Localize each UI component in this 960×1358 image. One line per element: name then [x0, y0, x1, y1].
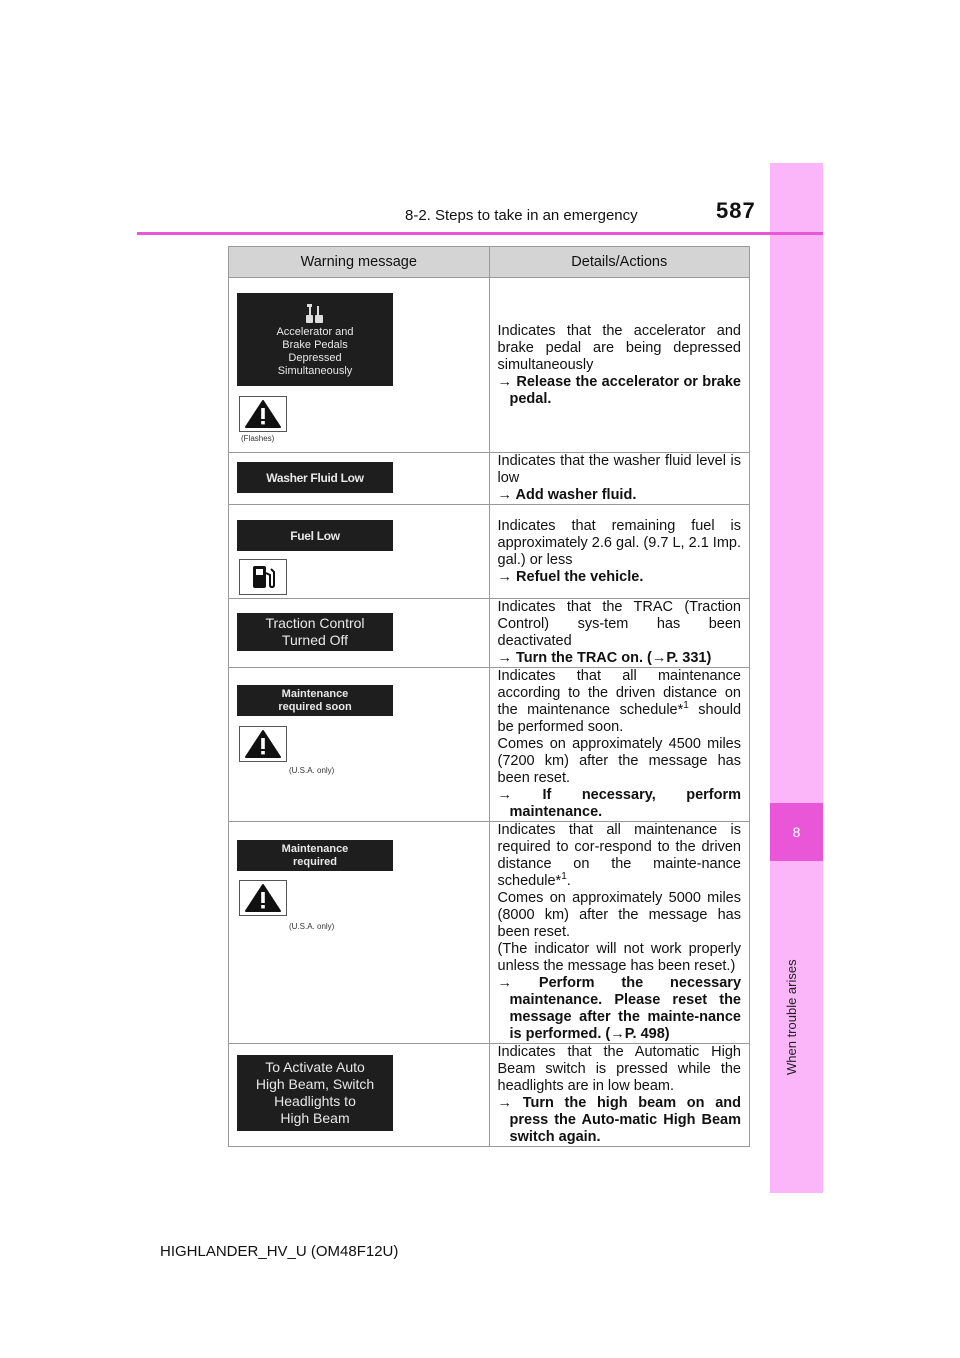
section-title: 8-2. Steps to take in an emergency — [405, 207, 638, 224]
chapter-active-marker — [770, 803, 823, 861]
display-line: required soon — [278, 700, 352, 713]
warning-image-cell — [229, 505, 490, 599]
arrow-icon: → — [497, 787, 512, 803]
display-line: Headlights to — [274, 1093, 356, 1109]
action-text — [498, 975, 742, 1043]
display-line: Depressed — [288, 351, 342, 364]
warning-image-cell — [229, 668, 490, 822]
display-message-maintenance-soon — [237, 685, 393, 716]
warning-triangle-icon — [243, 399, 283, 429]
display-message-maintenance-required — [237, 840, 393, 871]
details-text: Indicates that the Automatic High Beam switch is pressed while the headlights are in low beam. — [497, 1044, 741, 1094]
col-header-warning-message: Warning message — [229, 247, 490, 278]
display-message-auto-high-beam — [237, 1055, 393, 1131]
warning-image-cell — [229, 599, 490, 668]
display-line: Turned Off — [281, 632, 349, 648]
arrow-icon: → — [497, 373, 512, 390]
chapter-side-tab — [770, 163, 823, 1193]
ref-arrow-icon: → — [651, 650, 667, 666]
action-label: Perform the necessary maintenance. Please reset the message after the mainte-nance is performed. ( — [509, 975, 742, 1042]
pedal-icon — [303, 302, 327, 324]
table-row — [229, 453, 750, 505]
action-label: Turn the TRAC on. ( — [516, 650, 652, 666]
table-row — [229, 822, 750, 1044]
display-line: Brake Pedals — [282, 338, 348, 351]
table-header-row — [229, 247, 750, 278]
details-text: Indicates that all maintenance according to the driven distance on the maintenance schedule* — [497, 668, 741, 718]
action-text — [498, 569, 742, 586]
details-text-2: Comes on approximately 5000 miles (8000 km) after the message has been reset. — [497, 890, 741, 940]
details-text: Indicates that the washer fluid level is low — [497, 453, 741, 486]
model-code-footer: HIGHLANDER_HV_U (OM48F12U) — [160, 1243, 399, 1260]
footnote-marker: 1 — [683, 700, 689, 712]
details-cell — [489, 599, 750, 668]
warning-image-cell — [229, 278, 490, 453]
table-row — [229, 1044, 750, 1147]
action-text — [498, 374, 742, 408]
action-text — [498, 787, 742, 821]
action-label: Refuel the vehicle. — [516, 568, 644, 585]
usa-only-note: (U.S.A. only) — [289, 922, 335, 931]
action-label: Release the accelerator or brake pedal. — [509, 373, 742, 407]
display-message-traction — [237, 613, 393, 651]
details-cell — [489, 278, 750, 453]
details-text: Indicates that the accelerator and brake pedal are being depressed simultaneously — [497, 322, 741, 373]
action-label: Add washer fluid. — [515, 487, 637, 503]
usa-only-note: (U.S.A. only) — [289, 766, 335, 775]
display-line: To Activate Auto — [265, 1059, 365, 1075]
page-reference-link[interactable]: P. 498) — [624, 1026, 670, 1042]
display-line: High Beam — [280, 1110, 350, 1126]
page-reference-link[interactable]: P. 331) — [666, 650, 712, 666]
arrow-icon: → — [497, 975, 512, 991]
details-cell — [489, 1044, 750, 1147]
details-cell — [489, 453, 750, 505]
table-row — [229, 505, 750, 599]
fuel-icon-box — [239, 559, 287, 595]
warning-icon-box — [239, 880, 287, 916]
display-line: Maintenance — [281, 842, 349, 855]
action-text — [498, 650, 742, 667]
action-text — [498, 1095, 742, 1146]
details-text-3: (The indicator will not work properly unless the message has been reset.) — [497, 941, 741, 974]
arrow-icon: → — [497, 1095, 512, 1111]
warning-icon-box — [239, 396, 287, 432]
warning-image-cell — [229, 1044, 490, 1147]
action-text — [498, 487, 742, 504]
display-line: Accelerator and — [276, 325, 354, 338]
warning-triangle-icon — [243, 883, 283, 913]
details-cell — [489, 668, 750, 822]
details-text: Indicates that remaining fuel is approximately 2.6 gal. (9.7 L, 2.1 Imp. gal.) or less — [497, 517, 741, 568]
display-line: Maintenance — [281, 687, 349, 700]
table-row — [229, 668, 750, 822]
action-label: Turn the high beam on and press the Auto-matic High Beam switch again. — [509, 1095, 741, 1145]
details-text-3: Comes on approximately 4500 miles (7200 km) after the message has been reset. — [497, 736, 741, 786]
table-row — [229, 599, 750, 668]
table-row — [229, 278, 750, 453]
details-text: Indicates that all maintenance is required to cor-respond to the driven distance on the mainte-nance schedule* — [497, 822, 741, 889]
chapter-label: When trouble arises — [784, 959, 799, 1075]
display-message-washer: Washer Fluid Low — [237, 462, 393, 493]
warning-table — [228, 246, 750, 1147]
display-line: Traction Control — [265, 615, 365, 631]
fuel-pump-icon — [250, 563, 276, 591]
display-line: Simultaneously — [277, 364, 353, 377]
chapter-number: 8 — [792, 824, 801, 840]
details-text: Indicates that the TRAC (Traction Control) sys-tem has been deactivated — [497, 599, 741, 649]
details-cell — [489, 505, 750, 599]
col-header-details: Details/Actions — [489, 247, 750, 278]
display-line: High Beam, Switch — [255, 1076, 375, 1092]
page-number: 587 — [716, 198, 756, 223]
details-text-2: should be performed soon. — [497, 702, 742, 735]
arrow-icon: → — [497, 650, 512, 666]
footnote-marker: 1 — [561, 871, 567, 883]
warning-triangle-icon — [243, 729, 283, 759]
header-rule — [137, 232, 823, 235]
arrow-icon: → — [497, 568, 512, 585]
action-label: If necessary, perform maintenance. — [509, 787, 741, 820]
display-line: required — [292, 855, 337, 868]
warning-image-cell — [229, 453, 490, 505]
details-cell — [489, 822, 750, 1044]
details-suffix: . — [566, 873, 571, 889]
display-message-pedals — [237, 293, 393, 386]
ref-arrow-icon: → — [610, 1026, 625, 1042]
warning-image-cell — [229, 822, 490, 1044]
display-message-fuel: Fuel Low — [237, 520, 393, 551]
flashes-note: (Flashes) — [241, 434, 275, 443]
arrow-icon: → — [497, 487, 512, 503]
warning-icon-box — [239, 726, 287, 762]
